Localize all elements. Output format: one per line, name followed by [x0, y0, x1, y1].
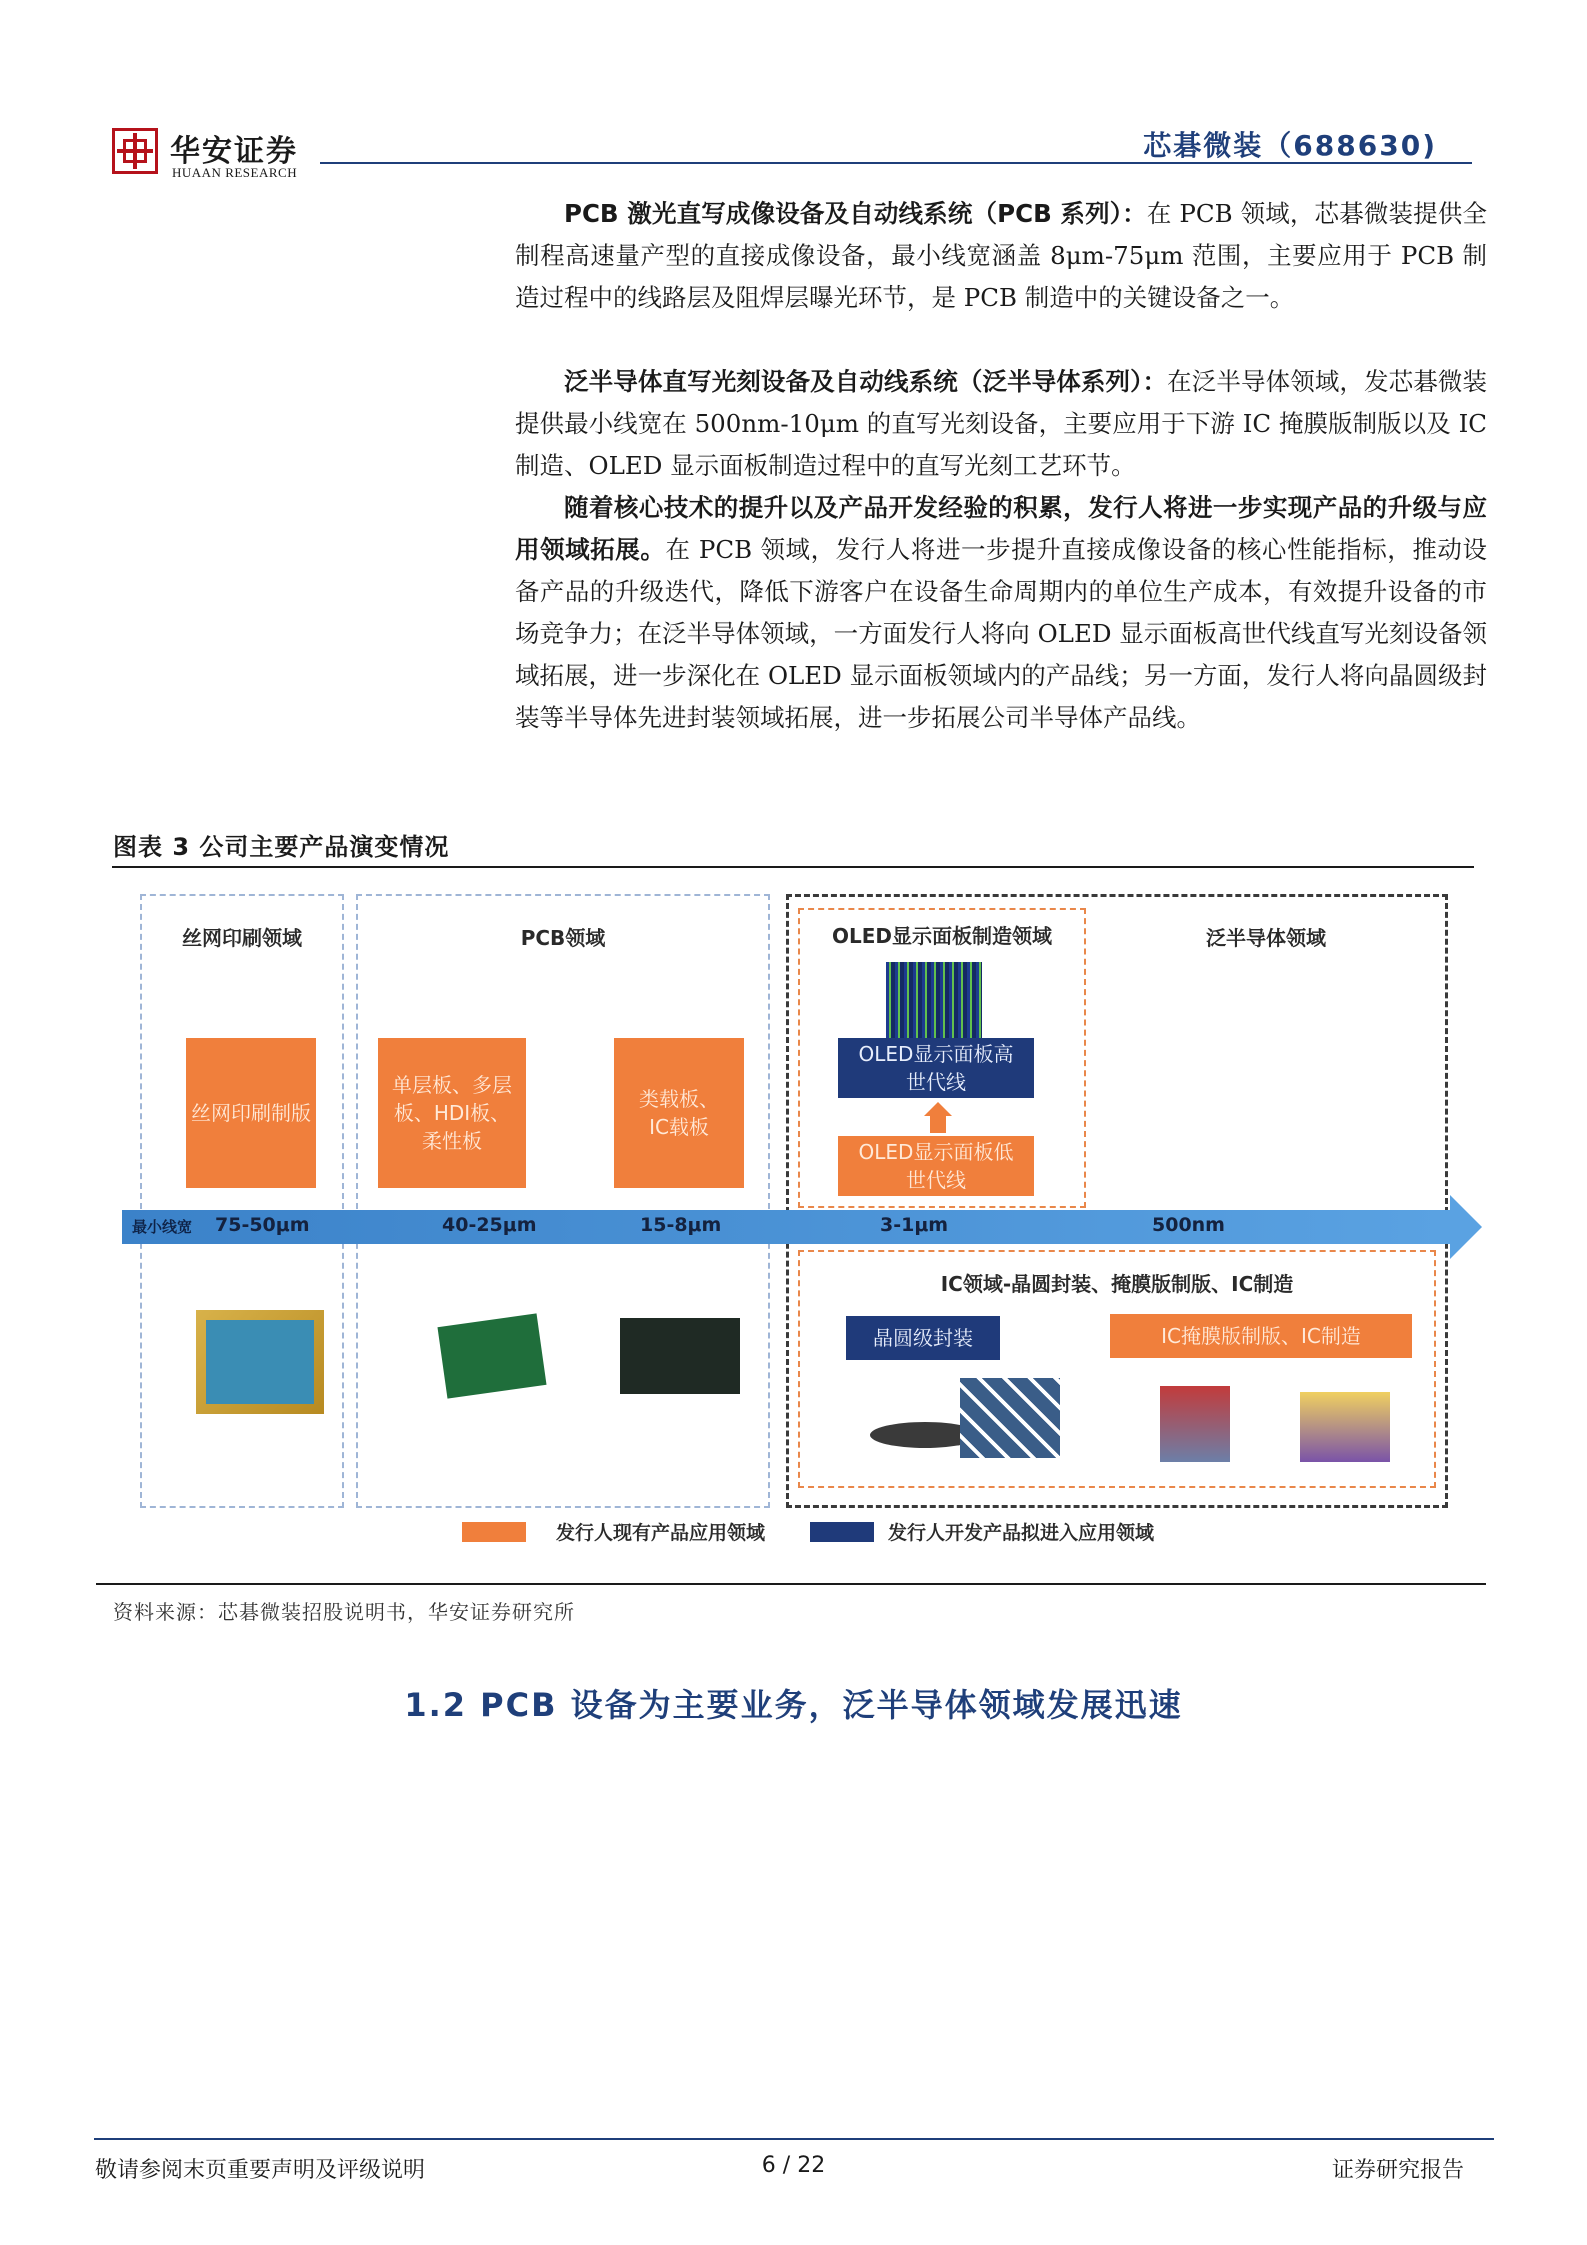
- paragraph-semi-lead: 泛半导体直写光刻设备及自动线系统（泛半导体系列）：: [564, 367, 1168, 396]
- region-oled-label: OLED显示面板制造领域: [831, 924, 1052, 948]
- box-pcb-boards: 单层板、多层板、HDI板、柔性板: [378, 1038, 526, 1188]
- linewidth-arrow-icon: [1450, 1195, 1482, 1259]
- paragraph-pcb: [515, 193, 1487, 319]
- legend-developing: 发行人开发产品拟进入应用领域: [888, 1522, 1155, 1544]
- region-ic-label: IC领域-晶圆封装、掩膜版制版、IC制造: [940, 1272, 1294, 1296]
- logo-text-cn: 华安证券: [170, 134, 298, 169]
- paragraph-outlook: [515, 487, 1487, 739]
- pcb-board-image: [437, 1313, 546, 1398]
- region-screen-label: 丝网印刷领域: [182, 926, 302, 950]
- figure-caption: 图表 3 公司主要产品演变情况: [113, 833, 450, 861]
- page-number: 6 / 22: [761, 2153, 826, 2178]
- linewidth-label: 最小线宽: [132, 1218, 193, 1236]
- paragraph-pcb-body: 在 PCB 领域，芯碁微装提供全制程高速量产型的直接成像设备，最小线宽涵盖 8μm-75μm 范围，主要应用于 PCB 制造过程中的线路层及阻焊层曝光环节，是 PCB 制造中的关键设备之一。: [515, 199, 1487, 312]
- oled-panel-image: [886, 962, 982, 1046]
- arrow-up-icon: [924, 1102, 952, 1116]
- header-divider: [320, 162, 1472, 164]
- figure-bottom-rule: [96, 1583, 1486, 1585]
- paragraph-pcb-lead: PCB 激光直写成像设备及自动线系统（PCB 系列）：: [564, 199, 1147, 228]
- screen-printing-image: [196, 1310, 324, 1414]
- figure-source: 资料来源：芯碁微装招股说明书，华安证券研究所: [113, 1600, 575, 1624]
- linewidth-range: 75-50μm: [215, 1214, 310, 1236]
- linewidth-range: 3-1μm: [880, 1214, 949, 1236]
- linewidth-range: 500nm: [1152, 1214, 1225, 1236]
- legend-existing: 发行人现有产品应用领域: [556, 1522, 766, 1544]
- box-substrate: 类载板、IC载板: [614, 1038, 744, 1188]
- linewidth-arrow-band: [122, 1210, 1452, 1244]
- figure-top-rule: [112, 866, 1474, 868]
- paragraph-semi: [515, 361, 1487, 487]
- footer-report-type: 证券研究报告: [1331, 2158, 1464, 2183]
- arrow-up-shaft: [930, 1115, 946, 1133]
- mask-equipment-image: [1160, 1386, 1230, 1462]
- paragraph-outlook-body: 在 PCB 领域，发行人将进一步提升直接成像设备的核心性能指标，推动设备产品的升级迭代，降低下游客户在设备生命周期内的单位生产成本，有效提升设备的市场竞争力；在泛半导体领域，一方面发行人将向 OLED 显示面板高世代线直写光刻设备领域拓展，进一步深化在 OLED 显示面板领域内的产品线；另一方面，发行人将向晶圆级封装等半导体先进封装领域拓展，进一步拓展公司半导体产品线。: [515, 535, 1487, 732]
- logo-text-en: HUAAN RESEARCH: [172, 165, 298, 180]
- box-ic-mask: IC掩膜版制版、IC制造: [1110, 1314, 1412, 1358]
- paragraph-outlook-lead: 随着核心技术的提升以及产品开发经验的积累，发行人将进一步实现产品的升级与应用领域拓展。: [515, 493, 1487, 564]
- box-wafer-packaging: 晶圆级封装: [846, 1316, 1000, 1360]
- linewidth-range: 40-25μm: [442, 1214, 537, 1236]
- substrate-image: [620, 1318, 740, 1394]
- ic-equipment-image: [1300, 1392, 1390, 1462]
- die-array-image: [960, 1378, 1060, 1458]
- legend-navy-swatch: [810, 1522, 874, 1542]
- box-oled-low-gen: OLED显示面板低世代线: [838, 1136, 1034, 1196]
- region-semi-label: 泛半导体领域: [1206, 926, 1326, 950]
- footer-divider: [94, 2138, 1494, 2140]
- box-oled-high-gen: OLED显示面板高世代线: [838, 1038, 1034, 1098]
- box-screen-printing: 丝网印刷制版: [186, 1038, 316, 1188]
- linewidth-range: 15-8μm: [640, 1214, 722, 1236]
- logo-icon: [112, 128, 158, 174]
- section-heading: 1.2 PCB 设备为主要业务，泛半导体领域发展迅速: [404, 1686, 1183, 1724]
- report-title: 芯碁微装（688630): [1143, 129, 1437, 162]
- paragraph-semi-body: 在泛半导体领域，发芯碁微装提供最小线宽在 500nm-10μm 的直写光刻设备，主要应用于下游 IC 掩膜版制版以及 IC 制造、OLED 显示面板制造过程中的直写光刻工艺环节。: [515, 367, 1488, 480]
- region-pcb-label: PCB领域: [520, 926, 606, 950]
- region-screen-frame: [140, 894, 344, 1508]
- legend-orange-swatch: [462, 1522, 526, 1542]
- footer-disclaimer: 敬请参阅末页重要声明及评级说明: [95, 2158, 426, 2183]
- region-pcb-frame: [356, 894, 770, 1508]
